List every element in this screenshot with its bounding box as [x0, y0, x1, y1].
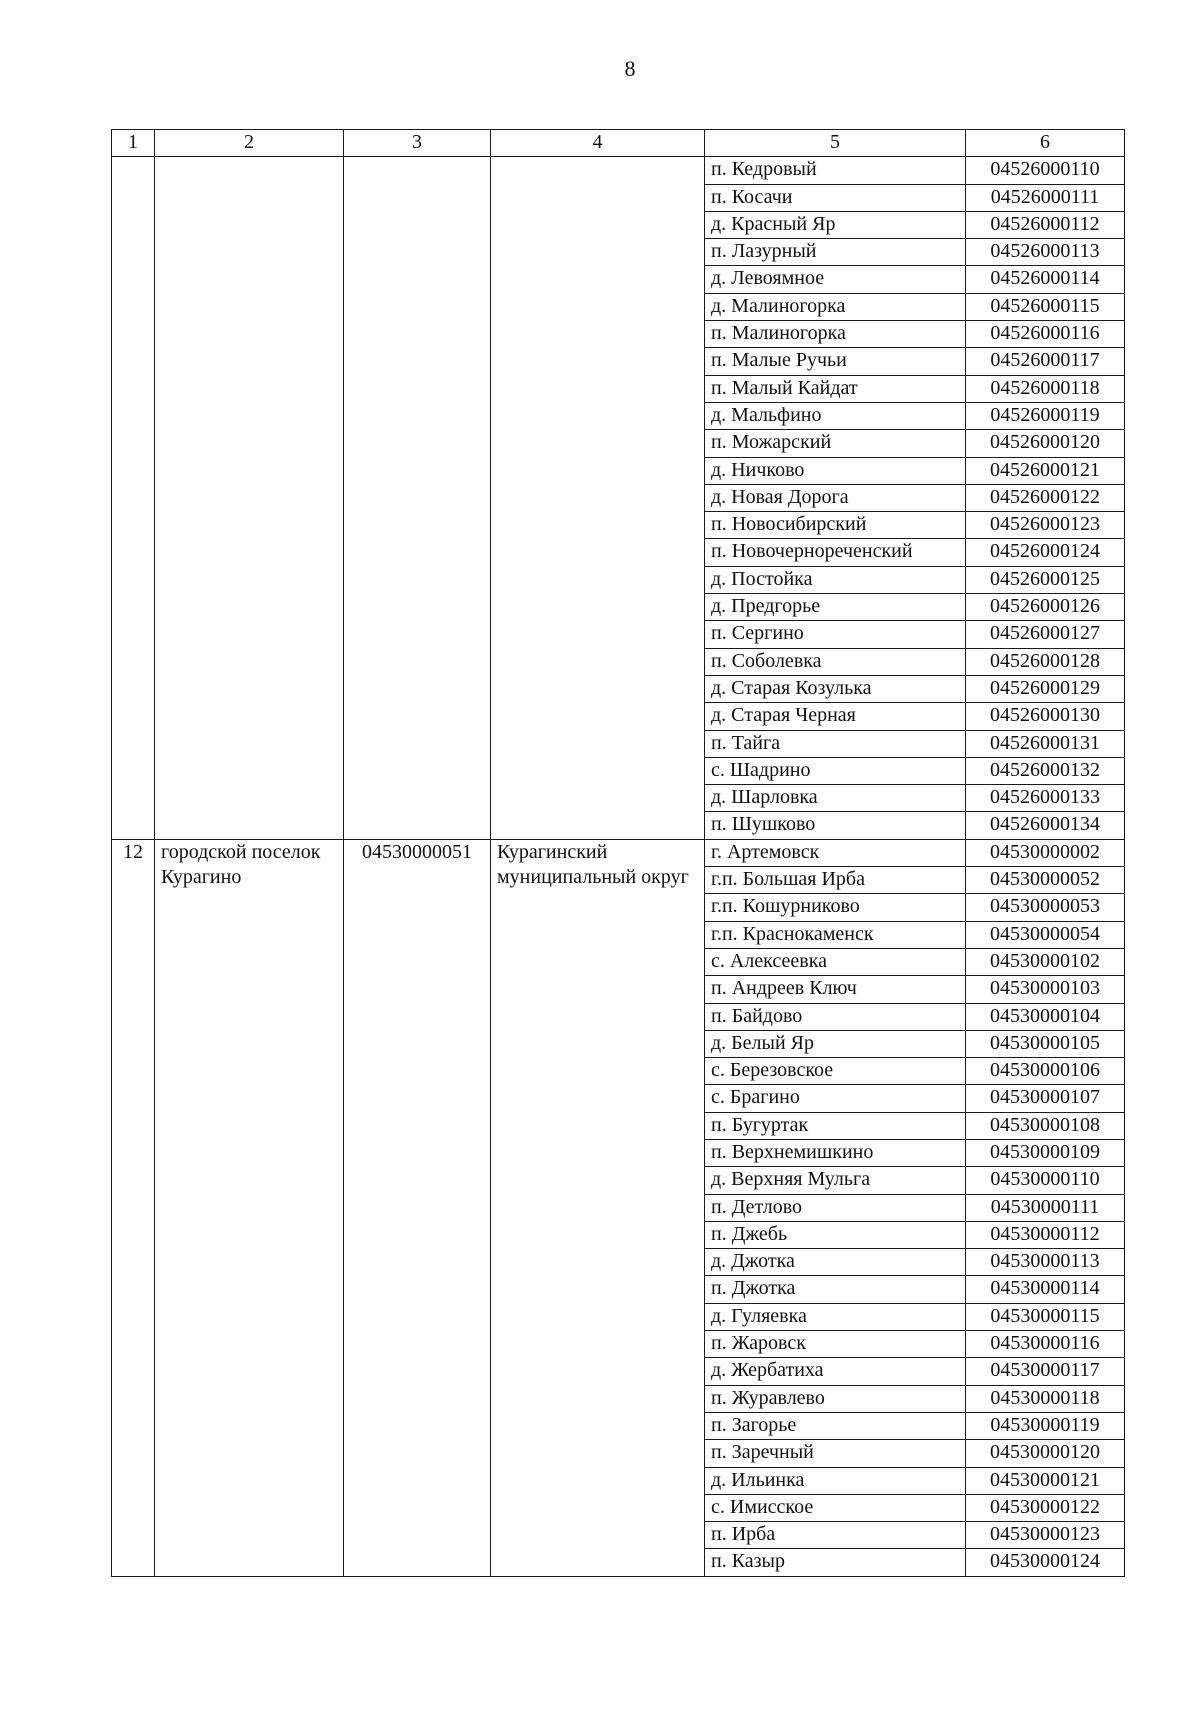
locality-code-cell: 04530000104 [966, 1003, 1125, 1030]
locality-name-cell: п. Малые Ручьи [705, 348, 966, 375]
locality-code-cell: 04530000118 [966, 1385, 1125, 1412]
locality-name-cell: п. Джебь [705, 1221, 966, 1248]
locality-name-cell: д. Предгорье [705, 594, 966, 621]
locality-code-cell: 04526000111 [966, 184, 1125, 211]
locality-name-cell: п. Можарский [705, 430, 966, 457]
locality-name-cell: п. Верхнемишкино [705, 1139, 966, 1166]
locality-name-cell: д. Постойка [705, 566, 966, 593]
locality-code-cell: 04526000113 [966, 239, 1125, 266]
locality-name-cell: г.п. Кошурниково [705, 894, 966, 921]
locality-code-cell: 04526000122 [966, 484, 1125, 511]
locality-name-cell: с. Березовское [705, 1058, 966, 1085]
locality-code-cell: 04526000112 [966, 211, 1125, 238]
locality-code-cell: 04530000117 [966, 1358, 1125, 1385]
locality-code-cell: 04530000106 [966, 1058, 1125, 1085]
locality-name-cell: п. Журавлево [705, 1385, 966, 1412]
locality-code-cell: 04526000131 [966, 730, 1125, 757]
locality-code-cell: 04530000103 [966, 976, 1125, 1003]
column-header: 4 [491, 130, 705, 157]
locality-name-cell: с. Брагино [705, 1085, 966, 1112]
settlement-code-cell [344, 157, 491, 839]
locality-name-cell: д. Гуляевка [705, 1303, 966, 1330]
locality-name-cell: д. Ильинка [705, 1467, 966, 1494]
locality-name-cell: г. Артемовск [705, 839, 966, 866]
locality-name-cell: п. Казыр [705, 1549, 966, 1576]
settlement-name-cell: городской поселок Курагино [155, 839, 344, 1576]
locality-name-cell: п. Сергино [705, 621, 966, 648]
locality-name-cell: д. Шарловка [705, 785, 966, 812]
locality-name-cell: п. Загорье [705, 1412, 966, 1439]
row-number-cell: 12 [112, 839, 155, 1576]
locality-name-cell: д. Мальфино [705, 402, 966, 429]
locality-code-cell: 04530000116 [966, 1331, 1125, 1358]
locality-code-cell: 04526000114 [966, 266, 1125, 293]
locality-code-cell: 04530000122 [966, 1494, 1125, 1521]
locality-name-cell: п. Байдово [705, 1003, 966, 1030]
locality-code-cell: 04526000130 [966, 703, 1125, 730]
page-number: 8 [624, 56, 636, 81]
locality-code-cell: 04530000121 [966, 1467, 1125, 1494]
column-header: 2 [155, 130, 344, 157]
locality-code-cell: 04530000112 [966, 1221, 1125, 1248]
locality-code-cell: 04530000052 [966, 867, 1125, 894]
locality-name-cell: с. Шадрино [705, 757, 966, 784]
locality-name-cell: п. Новосибирский [705, 512, 966, 539]
locality-code-cell: 04530000115 [966, 1303, 1125, 1330]
locality-code-cell: 04526000128 [966, 648, 1125, 675]
settlement-code-cell: 04530000051 [344, 839, 491, 1576]
locality-name-cell: д. Левоямное [705, 266, 966, 293]
locality-code-cell: 04526000117 [966, 348, 1125, 375]
locality-code-cell: 04526000129 [966, 675, 1125, 702]
locality-code-cell: 04526000118 [966, 375, 1125, 402]
locality-name-cell: с. Имисское [705, 1494, 966, 1521]
locality-code-cell: 04530000123 [966, 1522, 1125, 1549]
locality-code-cell: 04526000119 [966, 402, 1125, 429]
locality-name-cell: п. Бугуртак [705, 1112, 966, 1139]
locality-code-cell: 04526000126 [966, 594, 1125, 621]
locality-code-cell: 04530000119 [966, 1412, 1125, 1439]
locality-code-cell: 04526000127 [966, 621, 1125, 648]
locality-code-cell: 04530000054 [966, 921, 1125, 948]
locality-name-cell: п. Заречный [705, 1440, 966, 1467]
locality-code-cell: 04530000111 [966, 1194, 1125, 1221]
locality-name-cell: д. Малиногорка [705, 293, 966, 320]
locality-name-cell: п. Малиногорка [705, 321, 966, 348]
locality-code-cell: 04526000134 [966, 812, 1125, 839]
column-header: 3 [344, 130, 491, 157]
locality-code-cell: 04526000124 [966, 539, 1125, 566]
locality-name-cell: п. Новочернореченский [705, 539, 966, 566]
column-header: 1 [112, 130, 155, 157]
locality-name-cell: д. Джотка [705, 1249, 966, 1276]
locality-name-cell: п. Тайга [705, 730, 966, 757]
locality-code-cell: 04530000102 [966, 948, 1125, 975]
locality-code-cell: 04526000115 [966, 293, 1125, 320]
district-cell [491, 157, 705, 839]
locality-name-cell: п. Детлово [705, 1194, 966, 1221]
locality-name-cell: д. Старая Козулька [705, 675, 966, 702]
locality-code-cell: 04530000124 [966, 1549, 1125, 1576]
table-row [112, 839, 1125, 866]
locality-code-cell: 04530000108 [966, 1112, 1125, 1139]
locality-code-cell: 04530000105 [966, 1030, 1125, 1057]
locality-code-cell: 04526000133 [966, 785, 1125, 812]
locality-name-cell: п. Джотка [705, 1276, 966, 1303]
locality-name-cell: д. Ничково [705, 457, 966, 484]
locality-name-cell: д. Старая Черная [705, 703, 966, 730]
column-header: 5 [705, 130, 966, 157]
locality-name-cell: п. Андреев Ключ [705, 976, 966, 1003]
locality-code-cell: 04526000132 [966, 757, 1125, 784]
locality-name-cell: г.п. Большая Ирба [705, 867, 966, 894]
locality-name-cell: п. Соболевка [705, 648, 966, 675]
locality-code-cell: 04530000113 [966, 1249, 1125, 1276]
locality-name-cell: д. Красный Яр [705, 211, 966, 238]
locality-code-cell: 04530000114 [966, 1276, 1125, 1303]
locality-code-cell: 04526000121 [966, 457, 1125, 484]
locality-name-cell: п. Лазурный [705, 239, 966, 266]
locality-code-cell: 04526000110 [966, 157, 1125, 184]
locality-code-cell: 04530000110 [966, 1167, 1125, 1194]
locality-name-cell: п. Кедровый [705, 157, 966, 184]
locality-code-cell: 04530000107 [966, 1085, 1125, 1112]
locality-name-cell: п. Ирба [705, 1522, 966, 1549]
locality-name-cell: д. Жербатиха [705, 1358, 966, 1385]
column-header: 6 [966, 130, 1125, 157]
settlements-table [111, 129, 1125, 1577]
locality-name-cell: г.п. Краснокаменск [705, 921, 966, 948]
locality-code-cell: 04526000120 [966, 430, 1125, 457]
locality-code-cell: 04530000120 [966, 1440, 1125, 1467]
locality-name-cell: п. Жаровск [705, 1331, 966, 1358]
locality-code-cell: 04530000053 [966, 894, 1125, 921]
locality-code-cell: 04526000116 [966, 321, 1125, 348]
row-number-cell [112, 157, 155, 839]
locality-name-cell: д. Верхняя Мульга [705, 1167, 966, 1194]
locality-name-cell: п. Шушково [705, 812, 966, 839]
locality-name-cell: с. Алексеевка [705, 948, 966, 975]
locality-name-cell: д. Белый Яр [705, 1030, 966, 1057]
settlement-name-cell [155, 157, 344, 839]
locality-code-cell: 04530000109 [966, 1139, 1125, 1166]
header-row [112, 130, 1125, 157]
locality-code-cell: 04530000002 [966, 839, 1125, 866]
locality-name-cell: д. Новая Дорога [705, 484, 966, 511]
table-row [112, 157, 1125, 184]
district-cell: Курагинский муниципальный округ [491, 839, 705, 1576]
locality-name-cell: п. Косачи [705, 184, 966, 211]
locality-code-cell: 04526000123 [966, 512, 1125, 539]
locality-code-cell: 04526000125 [966, 566, 1125, 593]
locality-name-cell: п. Малый Кайдат [705, 375, 966, 402]
